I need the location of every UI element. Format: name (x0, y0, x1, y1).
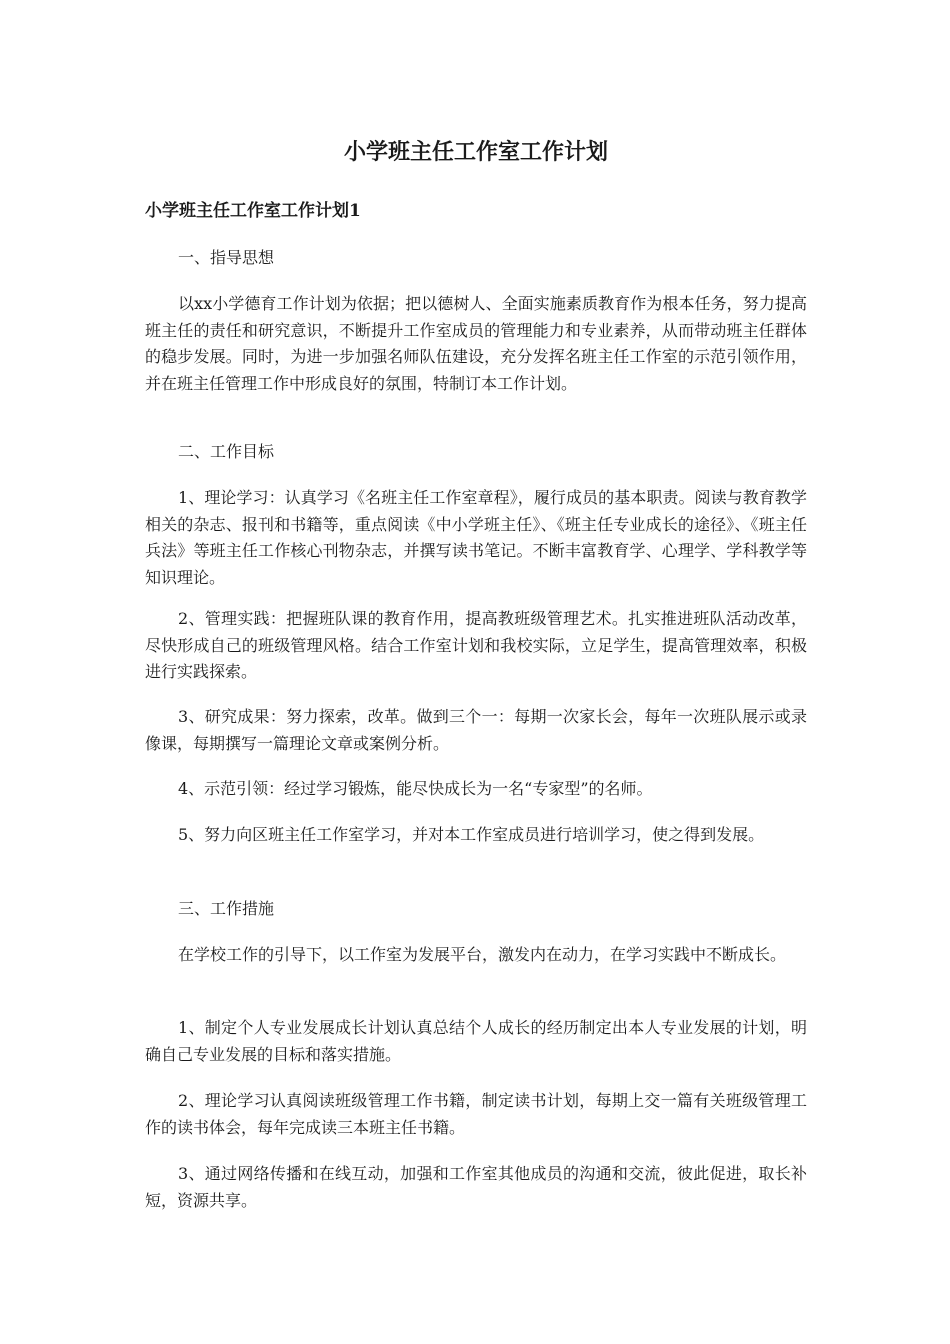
paragraph-goal-learning: 5、努力向区班主任工作室学习，并对本工作室成员进行培训学习，使之得到发展。 (178, 825, 765, 844)
heading-guiding-ideology: 一、指导思想 (178, 248, 275, 267)
heading-work-measures: 三、工作措施 (178, 899, 275, 918)
paragraph-measure-network: 3、通过网络传播和在线互动，加强和工作室其他成员的沟通和交流，彼此促进，取长补短，资源共享。 (145, 1164, 807, 1210)
section-subtitle: 小学班主任工作室工作计划1 (145, 201, 361, 221)
paragraph-measures-intro: 在学校工作的引导下，以工作室为发展平台，激发内在动力，在学习实践中不断成长。 (178, 945, 787, 964)
paragraph-goal-research: 3、研究成果：努力探索，改革。做到三个一：每期一次家长会，每年一次班队展示或录像课，每期撰写一篇理论文章或案例分析。 (145, 707, 807, 753)
paragraph-goal-demonstration: 4、示范引领：经过学习锻炼，能尽快成长为一名“专家型”的名师。 (178, 779, 653, 798)
paragraph-goal-theory: 1、理论学习：认真学习《名班主任工作室章程》，履行成员的基本职责。阅读与教育教学相关的杂志、报刊和书籍等，重点阅读《中小学班主任》、《班主任专业成长的途径》、《班主任兵法》等班主任工作核心刊物杂志，并撰写读书笔记。不断丰富教育学、心理学、学科教学等知识理论。 (145, 488, 807, 587)
heading-work-goals: 二、工作目标 (178, 442, 275, 461)
paragraph-goal-practice: 2、管理实践：把握班队课的教育作用，提高教班级管理艺术。扎实推进班队活动改革，尽快形成自己的班级管理风格。结合工作室计划和我校实际，立足学生，提高管理效率，积极进行实践探索。 (145, 609, 807, 681)
paragraph-guiding-ideology: 以xx小学德育工作计划为依据；把以德树人、全面实施素质教育作为根本任务，努力提高班主任的责任和研究意识，不断提升工作室成员的管理能力和专业素养，从而带动班主任群体的稳步发展。同时，为进一步加强名师队伍建设，充分发挥名班主任工作室的示范引领作用，并在班主任管理工作中形成良好的氛围，特制订本工作计划。 (145, 294, 807, 393)
paragraph-measure-plan: 1、制定个人专业发展成长计划认真总结个人成长的经历制定出本人专业发展的计划，明确自己专业发展的目标和落实措施。 (145, 1018, 807, 1064)
document-title: 小学班主任工作室工作计划 (343, 139, 608, 165)
paragraph-measure-reading: 2、理论学习认真阅读班级管理工作书籍，制定读书计划，每期上交一篇有关班级管理工作的读书体会，每年完成读三本班主任书籍。 (145, 1091, 807, 1137)
